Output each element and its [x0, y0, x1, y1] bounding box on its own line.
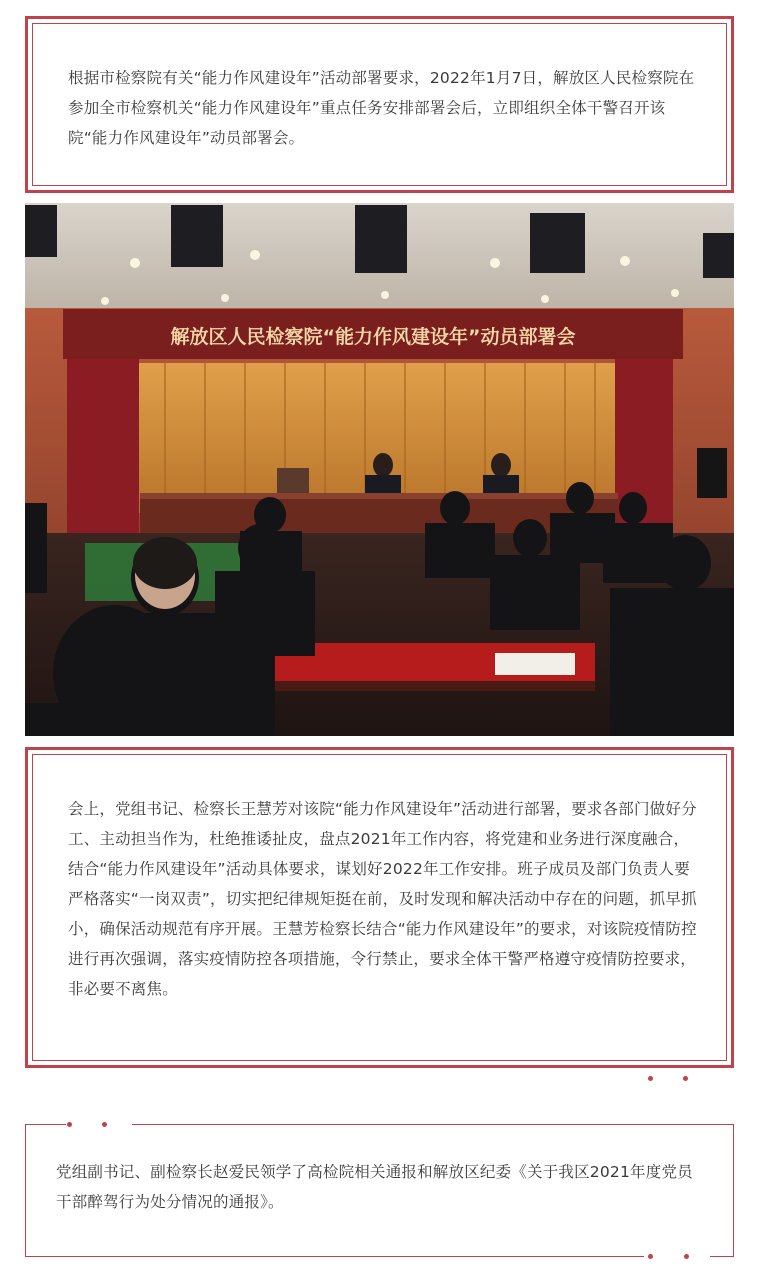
intro-paragraph: 根据市检察院有关“能力作风建设年”活动部署要求，2022年1月7日，解放区人民检察院在参加全市检察机关“能力作风建设年”重点任务安排部署会后，立即组织全体干警召开该院“能力作风建设年”动员部署会。	[68, 69, 695, 147]
intro-card	[25, 16, 734, 193]
decor-dot	[648, 1254, 653, 1259]
left-curtain	[67, 359, 139, 549]
decor-dot	[684, 1254, 689, 1259]
decor-dot	[67, 1122, 72, 1127]
banner-text: 解放区人民检察院“能力作风建设年”动员部署会	[170, 326, 576, 348]
decor-dot	[648, 1076, 653, 1081]
study-paragraph: 党组副书记、副检察长赵爱民领学了高检院相关通报和解放区纪委《关于我区2021年度党员干部醉驾行为处分情况的通报》。	[56, 1163, 693, 1211]
meeting-photo	[25, 203, 734, 736]
decor-dot	[102, 1122, 107, 1127]
top-border-gap	[66, 1123, 132, 1126]
meeting-card	[25, 747, 734, 1068]
meeting-paragraph: 会上，党组书记、检察长王慧芳对该院“能力作风建设年”活动进行部署，要求各部门做好分工、主动担当作为，杜绝推诿扯皮，盘点2021年工作内容，将党建和业务进行深度融合，结合“能力作风建设年”活动具体要求，谋划好2022年工作安排。班子成员及部门负责人要严格落实“一岗双责”，切实把纪律规矩挺在前，及时发现和解决活动中存在的问题，抓早抓小，确保活动规范有序开展。王慧芳检察长结合“能力作风建设年”的要求，对该院疫情防控进行再次强调，落实疫情防控各项措施，令行禁止，要求全体干警严格遵守疫情防控要求，非必要不离焦。	[68, 800, 697, 998]
decor-dot	[683, 1076, 688, 1081]
study-card	[25, 1124, 734, 1257]
right-curtain	[615, 359, 673, 549]
bottom-border-gap	[644, 1255, 710, 1258]
